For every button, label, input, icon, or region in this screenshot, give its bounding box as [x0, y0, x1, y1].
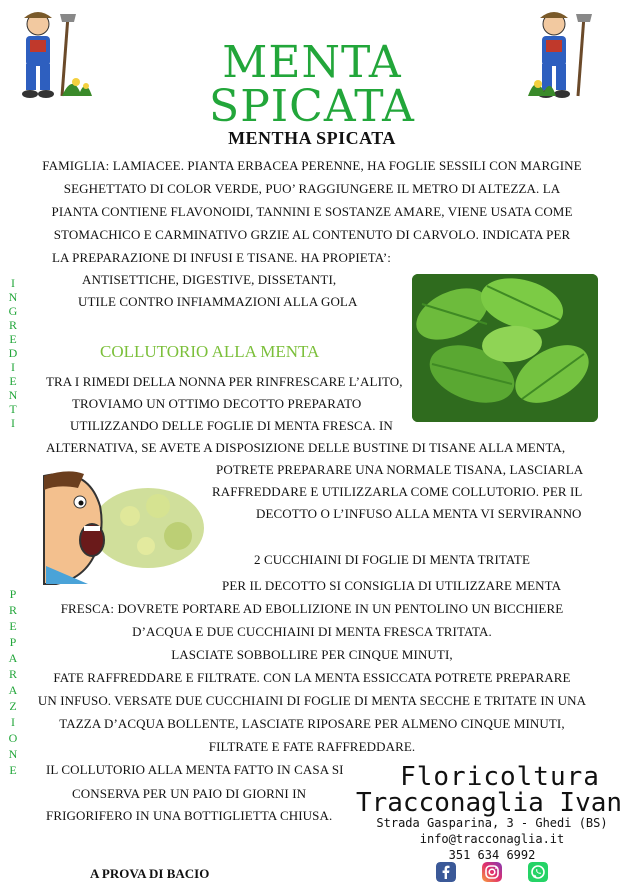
closing-line: IL COLLUTORIO ALLA MENTA FATTO IN CASA SI	[46, 762, 344, 777]
mint-leaves-image	[412, 274, 598, 422]
side-label-preparation: P R E P A R A Z I O N E	[8, 587, 18, 777]
preparation-line: FATE RAFFREDDARE E FILTRATE. CON LA MENTA ESSICCATA POTRETE PREPARARE	[53, 670, 571, 685]
description-line: SEGHETTATO DI COLOR VERDE, PUO’ RAGGIUNGERE IL METRO DI ALTEZZA. LA	[63, 181, 561, 196]
bad-breath-image	[38, 466, 208, 586]
preparation-line: FILTRATE E FATE RAFFREDDARE.	[208, 739, 416, 754]
description-line: FAMIGLIA: LAMIACEE. PIANTA ERBACEA PERENNE, HA FOGLIE SESSILI CON MARGINE	[42, 158, 582, 173]
title-line-2: SPICATA	[209, 81, 415, 132]
preparation-line: PER IL DECOTTO SI CONSIGLIA DI UTILIZZARE MENTA	[222, 578, 562, 593]
closing-line: FRIGORIFERO IN UNA BOTTIGLIETTA CHIUSA.	[46, 808, 333, 823]
intro-line: ALTERNATIVA, SE AVETE A DISPOSIZIONE DELLE BUSTINE DI TISANE ALLA MENTA,	[46, 440, 566, 455]
phone[interactable]: 351 634 6992	[448, 848, 536, 862]
preparation-line: UN INFUSO. VERSATE DUE CUCCHIAINI DI FOGLIE DI MENTA SECCHE E TRITATE IN UNA	[37, 693, 587, 708]
description-line: LA PREPARAZIONE DI INFUSI E TISANE. HA PROPIETA’:	[52, 250, 391, 265]
instagram-icon[interactable]	[482, 862, 502, 882]
closing-line: CONSERVA PER UN PAIO DI GIORNI IN	[72, 786, 307, 801]
ingredient-line: 2 CUCCHIAINI DI FOGLIE DI MENTA TRITATE	[254, 552, 530, 567]
intro-line: TRA I RIMEDI DELLA NONNA PER RINFRESCARE L’ALITO,	[46, 374, 403, 389]
subtitle: MENTHA SPICATA	[228, 128, 396, 148]
section-title: COLLUTORIO ALLA MENTA	[100, 342, 320, 361]
description-line: PIANTA CONTIENE FLAVONOIDI, TANNINI E SOSTANZE AMARE, VIENE USATA COME	[51, 204, 573, 219]
brand-name-line-2: Tracconaglia Ivan	[355, 788, 623, 818]
preparation-line: D’ACQUA E DUE CUCCHIAINI DI MENTA FRESCA TRITATA.	[132, 624, 492, 639]
preparation-line: FRESCA: DOVRETE PORTARE AD EBOLLIZIONE IN UN PENTOLINO UN BICCHIERE	[60, 601, 564, 616]
intro-line: POTRETE PREPARARE UNA NORMALE TISANA, LASCIARLA	[216, 462, 584, 477]
title-line-1: MENTA	[222, 37, 402, 88]
intro-line: RAFFREDDARE E UTILIZZARLA COME COLLUTORIO. PER IL	[212, 484, 583, 499]
email[interactable]: info@tracconaglia.it	[419, 832, 565, 846]
intro-line: UTILIZZANDO DELLE FOGLIE DI MENTA FRESCA. IN	[70, 418, 393, 433]
preparation-line: TAZZA D’ACQUA BOLLENTE, LASCIATE RIPOSARE PER ALMENO CINQUE MINUTI,	[59, 716, 565, 731]
description-line: UTILE CONTRO INFIAMMAZIONI ALLA GOLA	[78, 294, 358, 309]
footer-tagline: A PROVA DI BACIO	[90, 866, 210, 881]
description-line: ANTISETTICHE, DIGESTIVE, DISSETANTI,	[82, 272, 337, 287]
whatsapp-icon[interactable]	[528, 862, 548, 882]
address: Strada Gasparina, 3 - Ghedi (BS)	[376, 816, 608, 830]
description-line: STOMACHICO E CARMINATIVO GRZIE AL CONTENUTO DI CARVOLO. INDICATA PER	[53, 227, 571, 242]
preparation-line: LASCIATE SOBBOLLIRE PER CINQUE MINUTI,	[171, 647, 453, 662]
side-label-ingredients: I N G R E D I E N T I	[8, 276, 18, 430]
intro-line: DECOTTO O L’INFUSO ALLA MENTA VI SERVIRANNO	[256, 506, 582, 521]
brand-name-line-1: Floricoltura	[400, 762, 600, 792]
intro-line: TROVIAMO UN OTTIMO DECOTTO PREPARATO	[72, 396, 362, 411]
facebook-icon[interactable]	[436, 862, 456, 882]
